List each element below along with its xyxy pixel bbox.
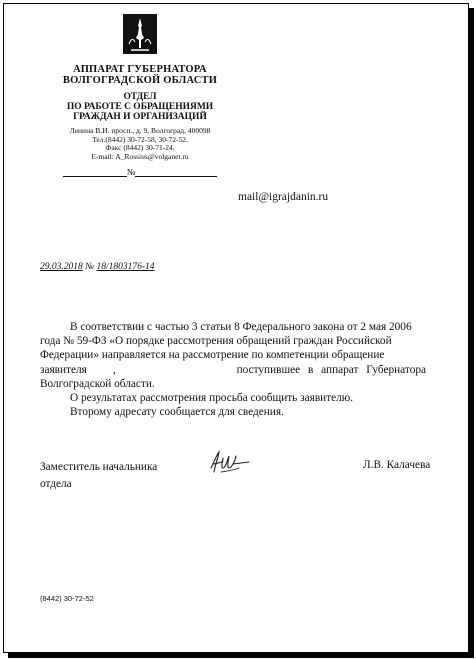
number-blank: [135, 167, 217, 177]
number-sign: №: [126, 167, 136, 177]
dept-name-line2: ПО РАБОТЕ С ОБРАЩЕНИЯМИ: [66, 102, 214, 112]
footer-phone: (8442) 30-72-52: [40, 594, 94, 603]
letter-body: [40, 320, 426, 419]
coat-of-arms-icon: [123, 14, 157, 54]
signer-position: [40, 459, 157, 493]
page-shadow-bottom: [8, 653, 474, 658]
recipient-address: mail@igrajdanin.ru: [238, 191, 329, 203]
reference-number-sign: №: [85, 262, 95, 272]
body-p1-line4: [40, 363, 426, 377]
body-p1-line1: В соответствии с частью 3 статьи 8 Федерального закона от 2 мая 2006: [70, 321, 412, 333]
body-p2: О результатах рассмотрения просьба сообщить заявителю.: [70, 392, 354, 405]
signer-position-line1: Заместитель начальника: [40, 461, 158, 473]
reference-number: 18/1803176-14: [96, 262, 155, 272]
signer-position-line2: отдела: [40, 478, 72, 490]
body-p1-line3-text: Федерации» направляется на рассмотрение по компетенции обращение: [40, 349, 385, 362]
reference-line: [40, 262, 155, 272]
body-p1-line4-a: заявителя: [40, 363, 87, 376]
org-address: Ленина В.И. просп., д. 9, Волгоград, 400098: [69, 126, 211, 135]
dept-name-line3: ГРАЖДАН И ОРГАНИЗАЦИЙ: [73, 112, 207, 122]
org-phone: Тел.(8442) 30-72-58, 30-72-52.: [92, 134, 188, 144]
reference-date: 29.03.2018: [40, 262, 83, 272]
org-name-line1: АППАРАТ ГУБЕРНАТОРА: [73, 64, 207, 75]
letterhead: [40, 14, 240, 177]
body-p1-line5: Волгоградской области.: [40, 377, 155, 390]
org-fax: Факс (8442) 30-71-24.: [105, 143, 175, 152]
org-email: E-mail: A_Rossius@volganet.ru: [91, 151, 189, 161]
body-p1-line4-c: поступившее в аппарат Губернатора: [236, 363, 426, 376]
body-p1-line2-text: года № 59-ФЗ «О порядке рассмотрения обращений граждан Российской: [40, 335, 392, 348]
body-p3: Второму адресату сообщается для сведения.: [70, 406, 284, 419]
outgoing-number-field: [40, 167, 240, 177]
date-blank: [63, 167, 127, 177]
body-p1-line4-b: ,: [112, 363, 116, 376]
signer-name: Л.В. Калачева: [363, 459, 431, 471]
dept-name-line1: ОТДЕЛ: [123, 92, 157, 102]
body-p1-line2: [40, 334, 426, 348]
body-p1-line3: [40, 348, 426, 362]
org-name-line2: ВОЛГОГРАДСКОЙ ОБЛАСТИ: [62, 75, 218, 86]
handwritten-signature: [205, 446, 253, 478]
page-shadow-right: [469, 8, 474, 658]
